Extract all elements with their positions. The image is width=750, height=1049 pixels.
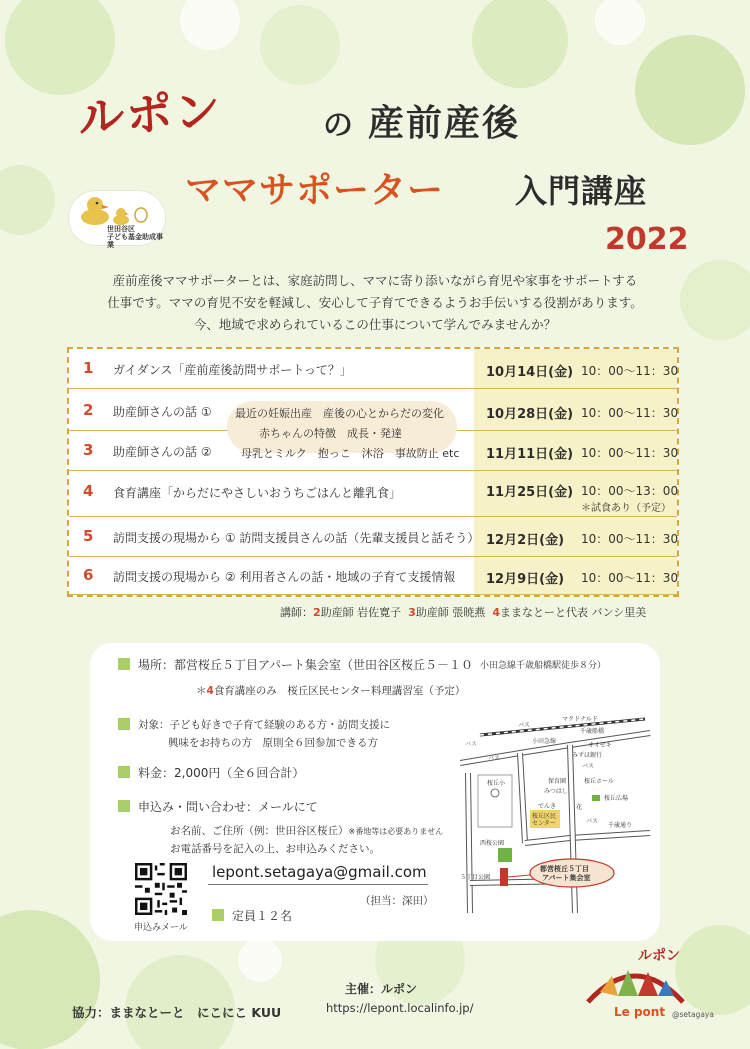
title-sanzen-sango: 産前産後 — [368, 103, 521, 144]
place-note — [196, 683, 465, 698]
capacity-text: 定員１２名 — [232, 909, 293, 923]
bullet-square — [212, 909, 224, 921]
host-text: 主催：ルポン — [345, 982, 418, 996]
session-time: 10：00～11：30 — [581, 364, 679, 378]
email-underline — [208, 884, 428, 885]
map-target-2: アパート集会室 — [542, 874, 591, 882]
session-time: 10：00～11：30 — [581, 446, 679, 460]
session-time: 10：00～11：30 — [581, 571, 679, 585]
duck-family-icon — [75, 193, 155, 227]
map-park5: ５丁目公園 — [460, 874, 491, 881]
session-note: ＊試食あり（予定） — [581, 503, 671, 514]
map-nishi-park: 西桜公園 — [480, 840, 505, 847]
intro-line2: 仕事です。ママの育児不安を軽減し、安心して子育てできるようお手伝いする役割があります。 — [107, 295, 643, 310]
contact-person: （担当：深田） — [360, 895, 434, 907]
target-line1: 対象：子ども好きで子育て経験のある方・訪問支援に — [138, 719, 390, 731]
map-bus4: バス — [586, 818, 599, 825]
kodomo-kikin-badge — [68, 190, 166, 249]
schedule-table — [67, 347, 679, 597]
apply-detail1 — [170, 823, 443, 838]
session-number: 6 — [83, 566, 94, 584]
midwife-topic-1: 最近の妊娠出産 産後の心とからだの変化 — [235, 407, 444, 420]
title-year: 2022 — [605, 222, 689, 257]
session-date: 11月25日(金) — [486, 485, 574, 500]
contact-email[interactable]: lepont.setagaya@gmail.com — [212, 863, 427, 881]
map-center-1: 桜丘区民 — [532, 813, 557, 820]
bullet-square — [118, 718, 130, 730]
schedule-row-1 — [69, 349, 677, 389]
map-bus3: バス — [582, 763, 595, 770]
lepont-logo-icon — [578, 940, 693, 1020]
fee-text: 料金：2,000円（全６回合計） — [138, 766, 305, 780]
session-title: 訪問支援の現場から ② 利用者さんの話・地域の子育て支援情報 — [113, 570, 456, 584]
apply-text: 申込み・問い合わせ：メールにて — [138, 800, 318, 814]
logo-text: ルポン — [638, 948, 680, 964]
map-target-1: 都営桜丘５丁目 — [540, 865, 589, 873]
schedule-row-4 — [69, 471, 677, 517]
session-date: 10月14日(金) — [486, 365, 574, 380]
session-title: ガイダンス「産前産後訪問サポートって？」 — [113, 363, 352, 377]
lecturers-prefix: 講師： — [280, 606, 313, 619]
lecturer-num-3: 3 — [408, 606, 416, 619]
lecturer-num-2: 2 — [313, 606, 321, 619]
apply-detail2: お電話番号を記入の上、お申込みください。 — [170, 843, 380, 855]
place-access: 小田急線千歳船橋駅徒歩８分） — [480, 661, 607, 671]
session-time: 10：00～13：00 — [581, 484, 679, 498]
midwife-topic-3: 母乳とミルク 抱っこ 沐浴 事故防止 etc — [241, 447, 460, 460]
session-date: 10月28日(金) — [486, 407, 574, 422]
lecturer-num-4: 4 — [492, 606, 500, 619]
session-date: 11月11日(金) — [486, 447, 574, 462]
access-map[interactable] — [460, 713, 652, 919]
map-okazeki: オオゼキ — [588, 742, 612, 749]
map-chitose-road: 千歳通り — [608, 822, 633, 829]
session-number: 2 — [83, 401, 94, 419]
badge-line2: 子ども基金助成事業 — [107, 233, 163, 249]
intro-line3: 今、地域で求められているこの仕事について学んでみませんか？ — [193, 317, 557, 332]
map-hana: 花 — [576, 804, 583, 811]
session-number: 4 — [83, 482, 94, 500]
note-asterisk: ＊ — [196, 685, 207, 697]
map-park: 桜丘広場 — [604, 795, 629, 802]
qr-caption: 申込みメール — [134, 923, 188, 933]
lecturer-2: 助産師 岩佐寛子 — [320, 606, 402, 619]
intro-line1: 産前産後ママサポーターとは、家庭訪問し、ママに寄り添いながら育児や家事をサポートする — [112, 273, 638, 288]
map-chitose: 千歳船橋 — [580, 728, 605, 735]
intro-text — [80, 270, 670, 336]
title-nyumon-kouza: 入門講座 — [515, 172, 648, 210]
qr-code-icon[interactable] — [135, 863, 187, 915]
lecturer-3: 助産師 張暁燕 — [415, 606, 486, 619]
map-hoikuen: 保育園 — [548, 778, 567, 785]
session-title: 訪問支援の現場から ① 訪問支援員さんの話（先輩支援員と話そう） — [113, 531, 480, 545]
target-line2: 興味をお持ちの方 原則全６回参加できる方 — [168, 737, 378, 749]
place-text: 場所：都営桜丘５丁目アパート集会室（世田谷区桜丘５－１０ — [138, 658, 474, 672]
session-number: 5 — [83, 527, 94, 545]
bullet-square — [118, 766, 130, 778]
session-number: 3 — [83, 441, 94, 459]
schedule-row-5 — [69, 517, 677, 557]
session-time: 10：00～11：30 — [581, 532, 679, 546]
logo-sub: Le pont — [614, 1005, 666, 1019]
session-date: 12月2日(金) — [486, 533, 565, 548]
map-school: 桜丘小 — [487, 780, 506, 787]
map-bus2: バス — [488, 755, 501, 762]
badge-line1: 世田谷区 — [107, 225, 135, 233]
map-mitsuhashi: みつはし — [544, 788, 568, 795]
session-title: 助産師さんの話 ① — [113, 405, 212, 419]
midwife-topic-2: 赤ちゃんの特徴 成長・発達 — [259, 427, 402, 440]
map-mizuho: みずほ銀行 — [572, 752, 603, 759]
lecturers — [280, 604, 646, 620]
title-no: の — [323, 108, 353, 143]
map-mcd: マクドナルド — [562, 716, 598, 723]
session-date: 12月9日(金) — [486, 572, 565, 587]
svg-text:バス: バス — [465, 741, 478, 748]
map-bus1: バス — [518, 722, 531, 729]
cooperation-text: 協力：ままなとーと にこにこ KUU — [72, 1005, 282, 1020]
map-hall: 桜丘ホール — [584, 778, 614, 785]
session-number: 1 — [83, 359, 94, 377]
apply-detail1-main: お名前、ご住所（例：世田谷区桜丘） — [170, 825, 349, 837]
map-road: 小田急線 — [532, 738, 557, 745]
title-rupon: ルポン — [76, 83, 224, 145]
bullet-square — [118, 658, 130, 670]
session-title: 食育講座「からだにやさしいおうちごはんと離乳食」 — [113, 486, 402, 500]
bullet-square — [118, 800, 130, 812]
website-link[interactable]: https://lepont.localinfo.jp/ — [326, 1001, 474, 1015]
note-num: 4 — [206, 685, 214, 697]
lecturer-4: ままなとーと代表 バンシ里美 — [499, 606, 647, 619]
map-denki: でんき — [538, 803, 557, 810]
session-title: 助産師さんの話 ② — [113, 445, 212, 459]
schedule-row-6 — [69, 557, 677, 595]
setagaya-label: @setagaya — [672, 1010, 714, 1019]
title-mama-supporter: ママサポーター — [185, 170, 445, 211]
apply-detail1-small: ※番地等は必要ありません — [348, 827, 444, 836]
map-center-2: センター — [532, 820, 556, 827]
session-time: 10：00～11：30 — [581, 406, 679, 420]
info-panel — [90, 643, 660, 941]
note-text: 食育講座のみ 桜丘区民センター料理講習室（予定） — [213, 685, 466, 697]
